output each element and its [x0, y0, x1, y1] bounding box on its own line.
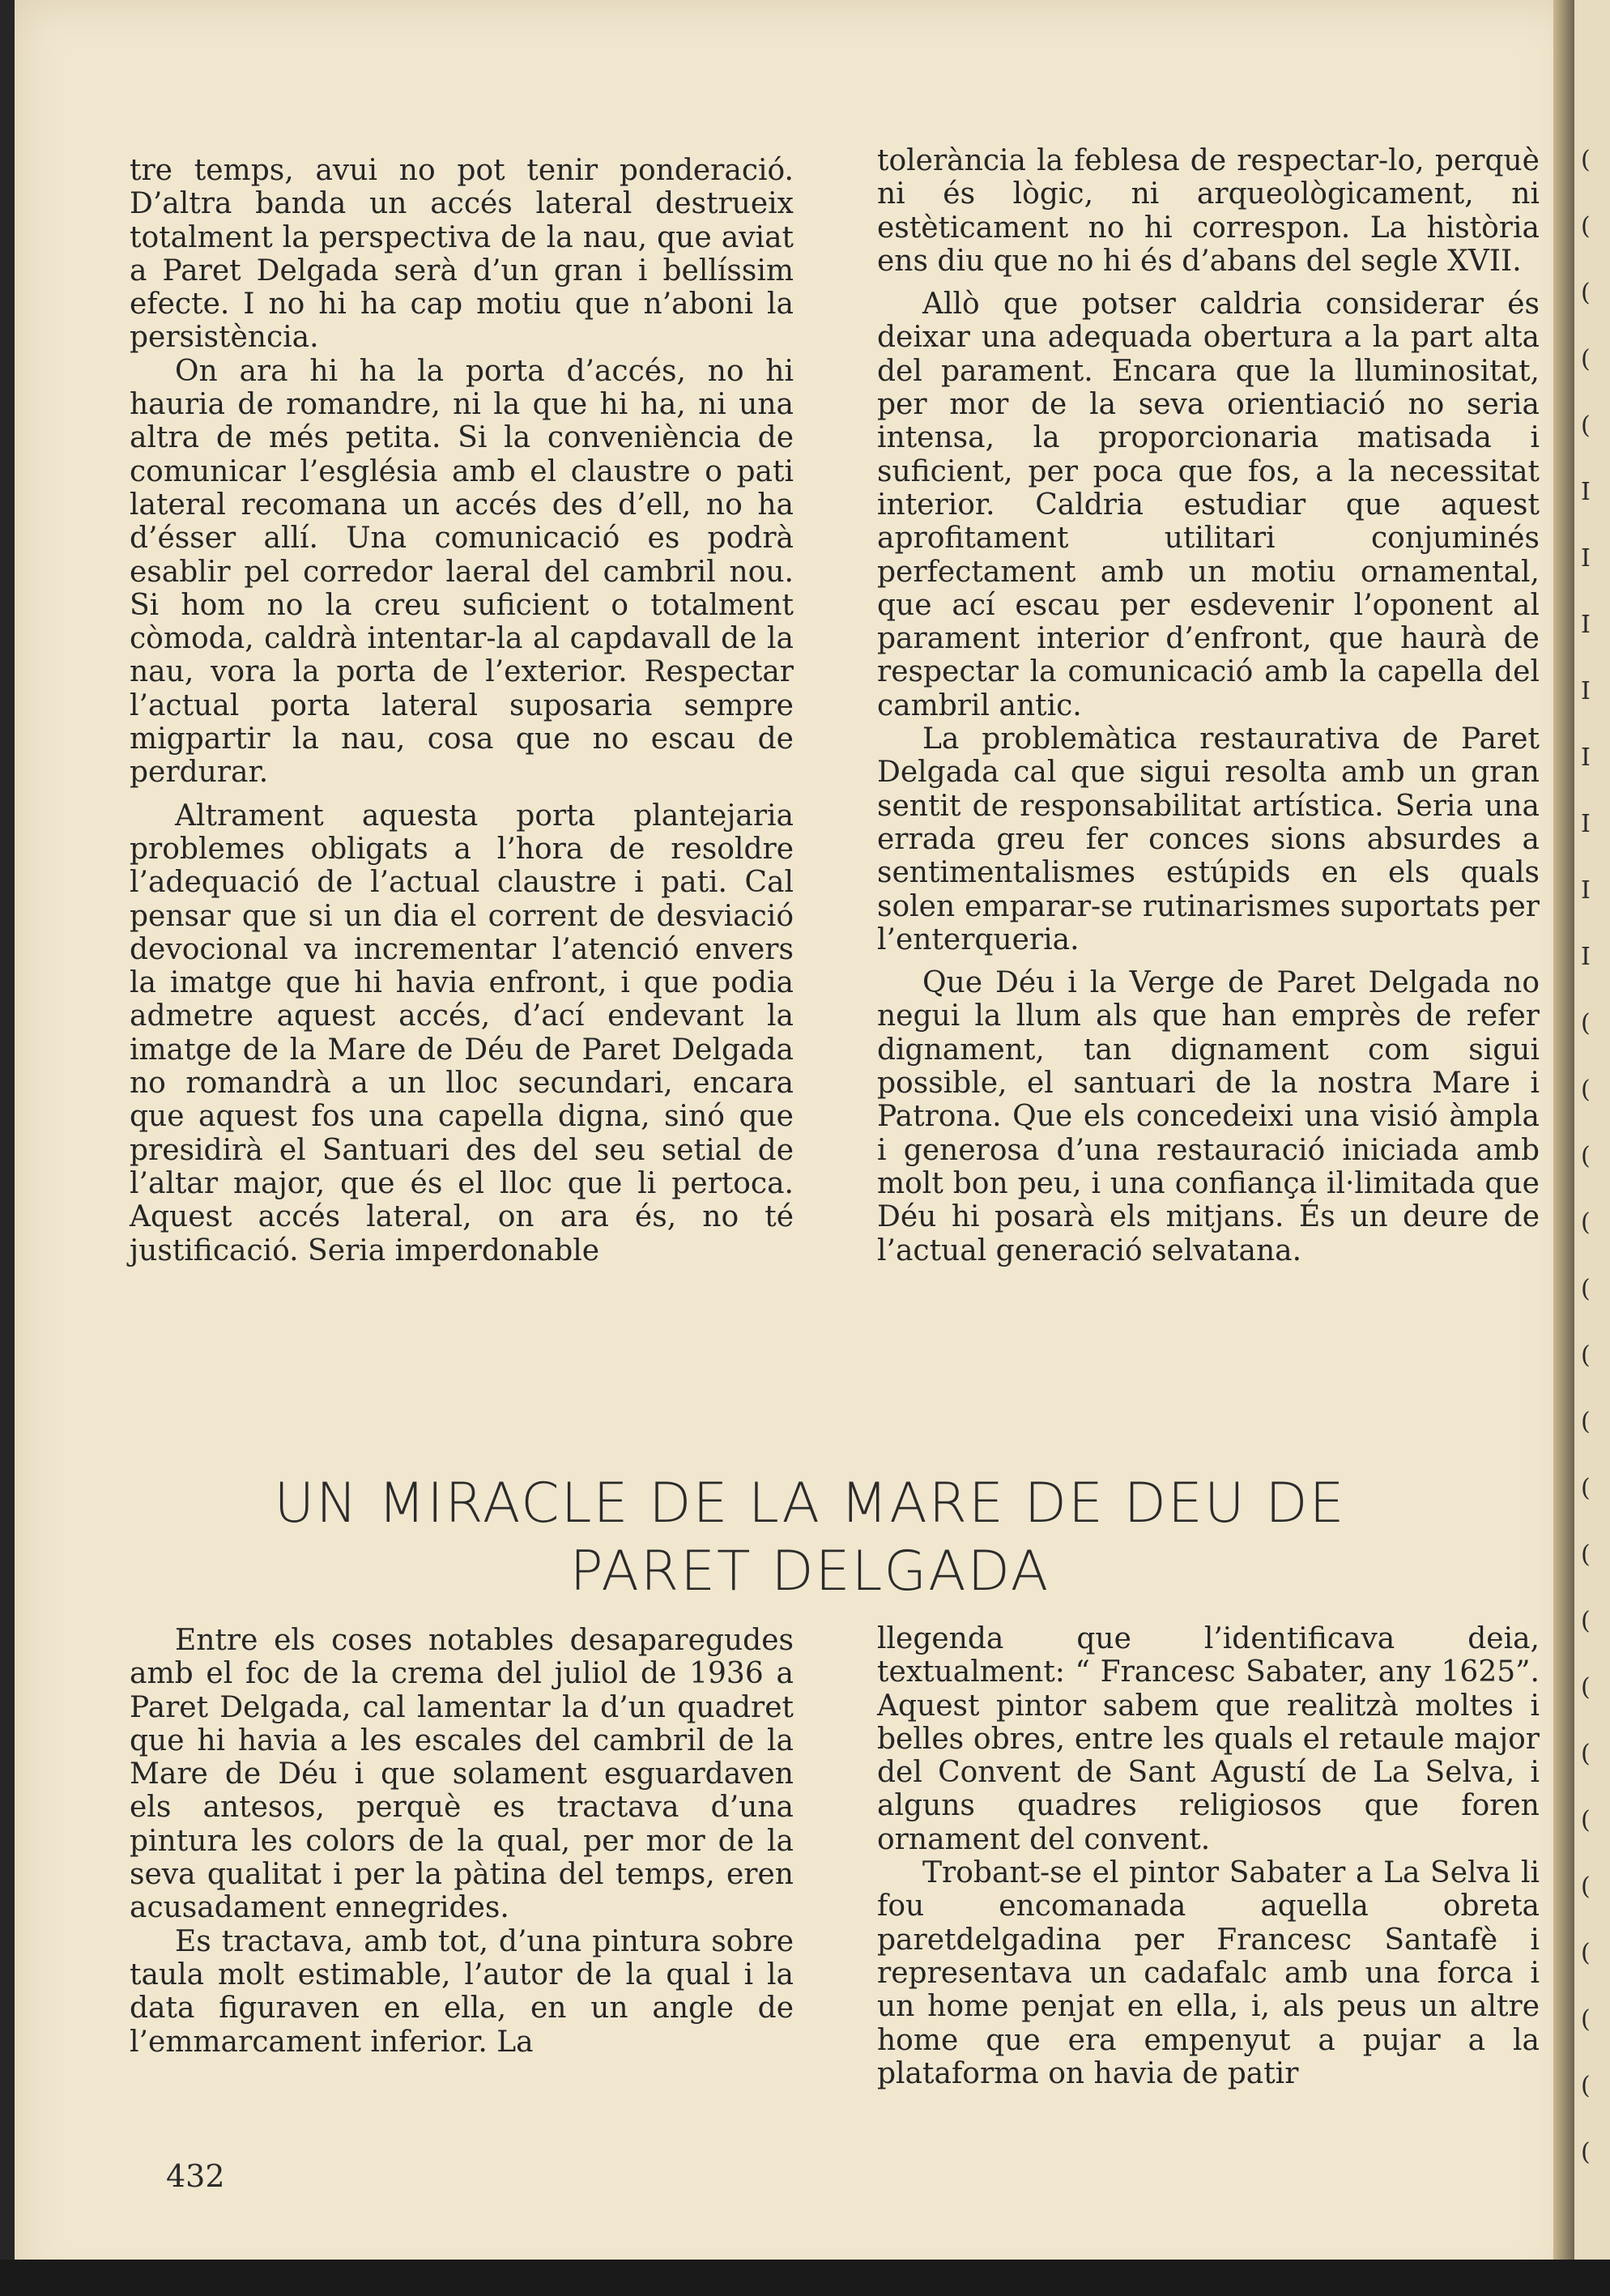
scan-bottom-edge	[0, 2260, 1610, 2296]
adjacent-page-glyph: (	[1581, 212, 1591, 241]
adjacent-page-edge	[1574, 0, 1610, 2296]
adjacent-page-glyph: (	[1581, 2138, 1591, 2166]
book-spine	[1553, 0, 1574, 2296]
paragraph: Entre els coses notables desaparegudes amb el foc de la crema del juliol de 1936 a Paret Delgada, cal lamentar la d’un quadret que hi havia a les escales del cambril de la Mare de Déu i que solament esguardaven els antesos, perquè es tractava d’una pintura les colors de la qual, per mor de la seva qualitat i per la pàtina del temps, eren acusadament ennegrides.	[130, 1624, 794, 1925]
adjacent-page-glyph: (	[1581, 1607, 1591, 1635]
adjacent-page-glyph: (	[1581, 1208, 1591, 1237]
paragraph: Trobant-se el pintor Sabater a La Selva li fou encomanada aquella obreta paretdelgadina per Francesc Santafè i representava un cadafalc amb una forca i un home penjat en ella, i, als peus un altre home que era empenyut a pujar a la plataforma on havia de patir	[877, 1856, 1540, 2090]
adjacent-page-glyph: (	[1581, 1009, 1591, 1037]
paragraph: La problemàtica restaurativa de Paret Delgada cal que sigui resolta amb un gran sentit de responsabilitat artística. Seria una errada greu fer conces sions absurdes a sentimentalismes estúpids en els quals solen emparar-se rutinarismes suportats per l’enterqueria.	[877, 722, 1540, 956]
paragraph: On ara hi ha la porta d’accés, no hi hauria de romandre, ni la que hi ha, ni una altra de més petita. Si la conveniència de comunicar l’església amb el claustre o pati lateral recomana un accés des d’ell, no ha d’ésser allí. Una comunicació es podrà esablir pel corredor laeral del cambril nou. Si hom no la creu suficient o totalment còmoda, caldrà intentar-la al capdavall de la nau, vora la porta de l’exterior. Respectar l’actual porta lateral suposaria sempre migpartir la nau, cosa que no escau de perdurar.	[130, 354, 794, 790]
adjacent-page-glyph: (	[1581, 1740, 1591, 1768]
adjacent-page-glyph: I	[1581, 544, 1591, 573]
paragraph: tre temps, avui no pot tenir ponderació. D’altra banda un accés lateral destrueix totalment la perspectiva de la nau, que aviat a Paret Delgada serà d’un gran i bellíssim efecte. I no hi ha cap motiu que n’aboni la persistència.	[130, 154, 794, 355]
article-title-line: PARET DELGADA	[569, 1540, 1050, 1604]
adjacent-page-glyph: (	[1581, 2005, 1591, 2034]
paragraph: Es tractava, amb tot, d’una pintura sobre taula molt estimable, l’autor de la qual i la data figuraven en ella, en un angle de l’emmarcament inferior. La	[130, 1924, 794, 2059]
paragraph: Altrament aquesta porta plantejaria problemes obligats a l’hora de resoldre l’adequació de l’actual claustre i pati. Cal pensar que si un dia el corrent de desviació devocional va incrementar l’atenció envers la imatge que hi havia enfront, i que podia admetre aquest accés, d’ací endevant la imatge de la Mare de Déu de Paret Delgada no romandrà a un lloc secundari, encara que aquest fos una capella digna, sinó que presidirà el Santuari des del seu setial de l’altar major, que és el lloc que li pertoca. Aquest accés lateral, on ara és, no té justificació. Seria imperdonable	[130, 799, 794, 1267]
adjacent-page-glyph: (	[1581, 1806, 1591, 1834]
adjacent-page-glyph: (	[1581, 1142, 1591, 1170]
adjacent-page-glyph: (	[1581, 1341, 1591, 1370]
top-right-column	[877, 144, 1540, 1267]
adjacent-page-glyph: I	[1581, 743, 1591, 772]
adjacent-page-glyph: (	[1581, 279, 1591, 307]
adjacent-page-glyph: (	[1581, 345, 1591, 373]
adjacent-page-glyph: (	[1581, 1408, 1591, 1436]
paragraph: Allò que potser caldria considerar és deixar una adequada obertura a la part alta del parament. Encara que la lluminositat, per mor de la seva orientiació no seria intensa, la proporcionaria matisada i suficient, per poca que fos, a la necessitat interior. Caldria estudiar que aquest aprofitament utilitari conjuminés perfectament amb un motiu ornamental, que ací escau per esdevenir l’oponent al parament interior d’enfront, que haurà de respectar la comunicació amb la capella del cambril antic.	[877, 288, 1540, 722]
adjacent-page-glyph: I	[1581, 677, 1591, 705]
adjacent-page-glyph: I	[1581, 876, 1591, 905]
article-title	[243, 1470, 1377, 1606]
article-title-line: UN MIRACLE DE LA MARE DE DEU DE	[274, 1472, 1346, 1536]
paragraph: llegenda que l’identificava deia, textualment: “ Francesc Sabater, any 1625”. Aquest pintor sabem que realitzà moltes i belles obres, entre les quals el retaule major del Convent de Sant Agustí de La Selva, i alguns quadres religiosos que foren ornament del convent.	[877, 1622, 1540, 1856]
adjacent-page-glyph: (	[1581, 1872, 1591, 1901]
adjacent-page-glyph: (	[1581, 411, 1591, 440]
adjacent-page-glyph: (	[1581, 1673, 1591, 1702]
adjacent-page-glyph: (	[1581, 1275, 1591, 1303]
article-left-column	[130, 1624, 794, 2059]
adjacent-page-glyph: I	[1581, 611, 1591, 639]
scan-left-edge	[0, 0, 15, 2296]
top-left-column	[130, 154, 794, 1267]
adjacent-page-glyph: (	[1581, 1474, 1591, 1502]
paragraph: tolerància la feblesa de respectar-lo, perquè ni és lògic, ni arqueològicament, ni estèticament no hi correspon. La història ens diu que no hi és d’abans del segle XVII.	[877, 144, 1540, 278]
adjacent-page-glyph: (	[1581, 1076, 1591, 1104]
page-number: 432	[166, 2158, 225, 2194]
article-right-column	[877, 1622, 1540, 2090]
adjacent-page-glyph: (	[1581, 2072, 1591, 2100]
adjacent-page-glyph: (	[1581, 1540, 1591, 1569]
adjacent-page-glyph: (	[1581, 1939, 1591, 1967]
adjacent-page-glyph: I	[1581, 810, 1591, 838]
paragraph: Que Déu i la Verge de Paret Delgada no negui la llum als que han emprès de refer dignament, tan dignament com sigui possible, el santuari de la nostra Mare i Patrona. Que els concedeixi una visió àmpla i generosa d’una restauració iniciada amb molt bon peu, i una confiança il·limitada que Déu hi posarà els mitjans. És un deure de l’actual generació selvatana.	[877, 966, 1540, 1267]
adjacent-page-glyph: I	[1581, 943, 1591, 971]
adjacent-page-glyph: (	[1581, 146, 1591, 174]
adjacent-page-glyph: I	[1581, 478, 1591, 506]
